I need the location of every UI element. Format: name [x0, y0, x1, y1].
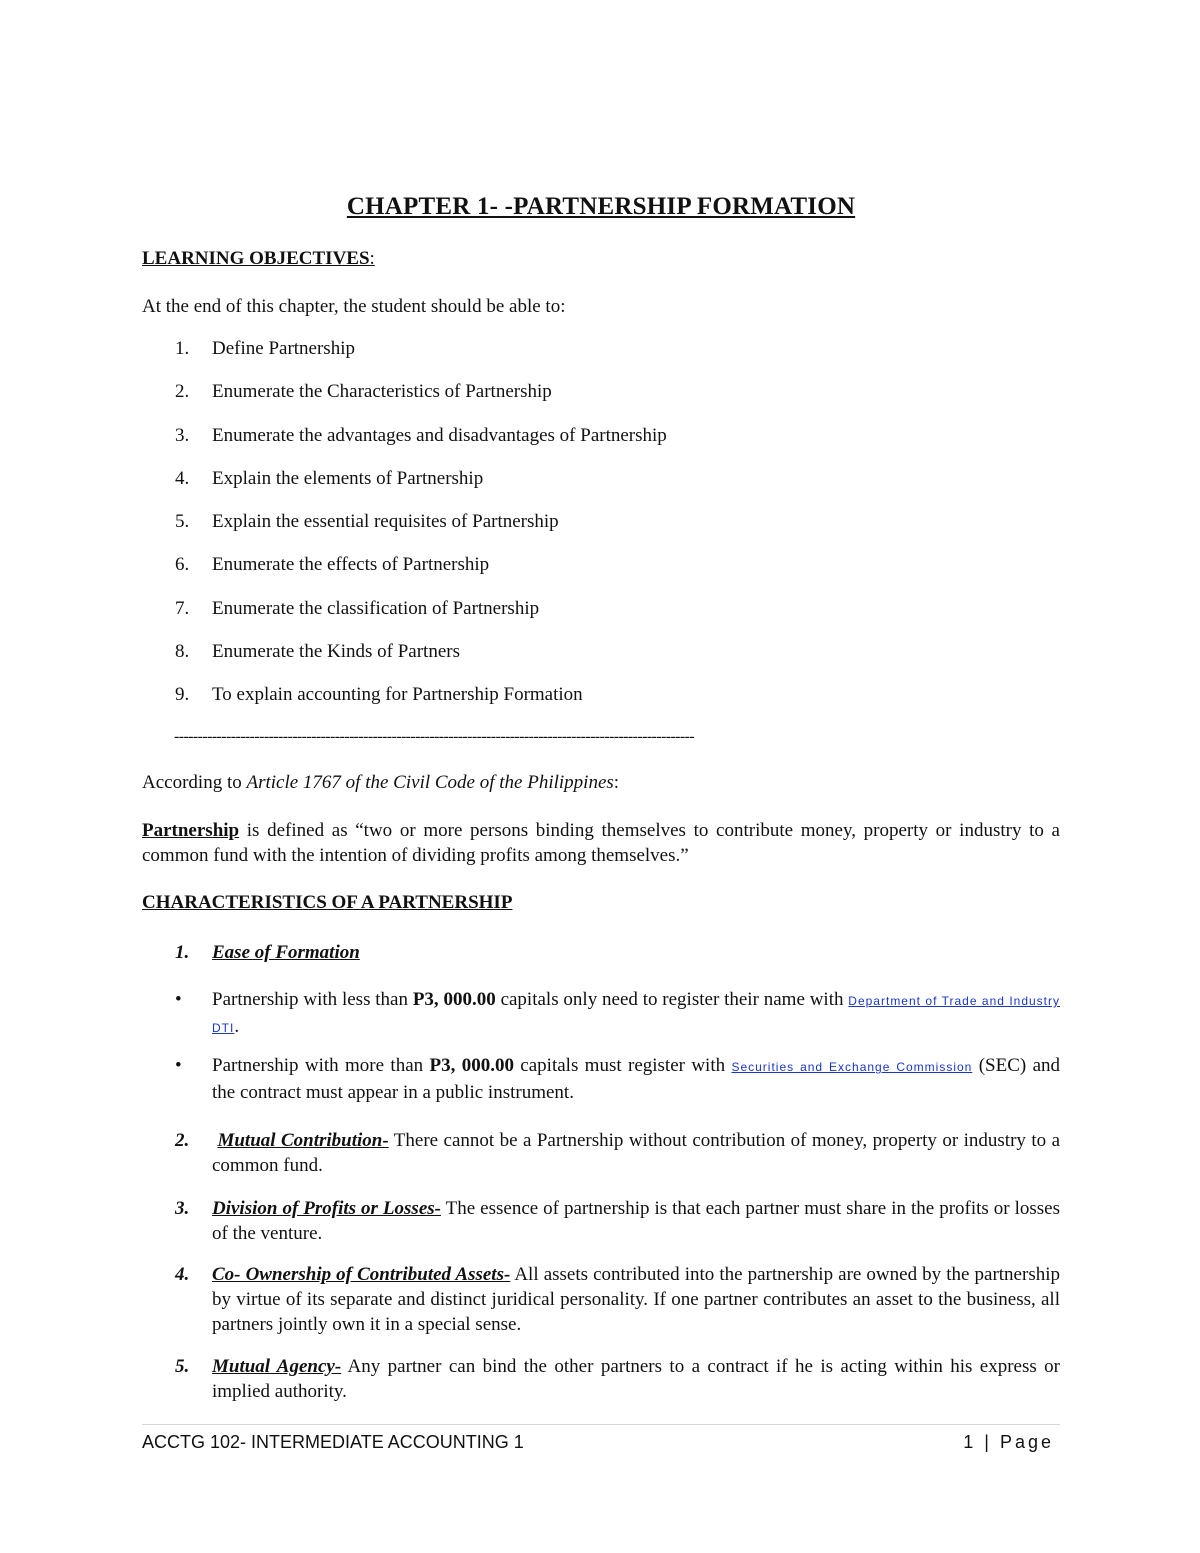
footer-divider — [142, 1424, 1060, 1425]
list-item — [142, 682, 667, 725]
page-title: CHAPTER 1- -PARTNERSHIP FORMATION — [346, 193, 856, 220]
document-page — [142, 0, 1060, 1553]
list-item — [142, 379, 667, 422]
definition-term: Partnership — [142, 820, 240, 841]
page-number: 1 — [963, 1432, 977, 1452]
list-item-number: 2. — [175, 381, 190, 403]
learning-objectives-heading — [142, 248, 375, 270]
characteristic-title: Mutual Agency- — [212, 1356, 342, 1377]
characteristic-text: There cannot be a Partnership without contribution of money, property or industry to a common fund. — [212, 1130, 1061, 1176]
characteristic-item — [142, 1196, 1060, 1246]
objectives-intro: At the end of this chapter, the student should be able to: — [142, 296, 566, 317]
dti-link[interactable]: Department of Trade and Industry DTI — [212, 994, 1061, 1035]
bullet-text-pre: Partnership with less than — [212, 989, 413, 1010]
list-item — [142, 596, 667, 639]
learning-objectives-label: LEARNING OBJECTIVES — [142, 248, 370, 269]
list-item — [142, 509, 667, 552]
list-item — [142, 466, 667, 509]
according-prefix: According to — [142, 772, 247, 793]
characteristic-text: All assets contributed into the partnership are owned by the partnership by virtue of its separate and distinct juridical personality. If one partner contributes an asset to the business, all partners jointly own it in a special sense. — [212, 1264, 1060, 1335]
list-item-text: Enumerate the Characteristics of Partnership — [212, 381, 552, 403]
list-item-number: 4. — [175, 467, 190, 489]
list-item-number: 8. — [175, 641, 190, 663]
sec-link[interactable]: Securities and Exchange Commission — [731, 1060, 973, 1074]
list-item — [142, 552, 667, 595]
bullet-icon: • — [175, 989, 182, 1010]
bullet-text-pre: Partnership with more than — [212, 1055, 430, 1076]
characteristic-title: Division of Profits or Losses- — [212, 1198, 441, 1219]
bullet-text-post: (SEC) and the contract must appear in a public instrument. — [212, 1055, 1060, 1103]
page-separator: | — [976, 1432, 1000, 1452]
bullet-icon: • — [175, 1055, 182, 1076]
bullet-item — [142, 987, 1060, 1041]
bullet-item — [142, 1053, 1060, 1105]
list-item-number: 9. — [175, 684, 190, 706]
characteristic-number: 4. — [175, 1264, 190, 1285]
list-item-text: Enumerate the advantages and disadvantages of Partnership — [212, 424, 667, 446]
footer-page-number — [963, 1432, 1054, 1453]
list-item-text: To explain accounting for Partnership Formation — [212, 684, 583, 706]
partnership-definition — [142, 818, 1060, 868]
bullet-text-post: . — [234, 1016, 240, 1037]
list-item — [142, 336, 667, 379]
list-item-number: 5. — [175, 511, 190, 533]
list-item-text: Define Partnership — [212, 338, 355, 359]
bullet-amount: P3, 000.00 — [429, 1055, 514, 1076]
characteristic-title: Ease of Formation — [212, 942, 360, 963]
list-item-number: 7. — [175, 597, 190, 619]
characteristic-number: 1. — [175, 942, 190, 963]
list-item-text: Explain the elements of Partnership — [212, 467, 484, 489]
according-source: Article 1767 of the Civil Code of the Philippines — [246, 772, 614, 793]
characteristic-text: Any partner can bind the other partners to a contract if he is acting within his express or implied authority. — [212, 1356, 1060, 1402]
bullet-text-mid: capitals only need to register their name with — [495, 989, 849, 1010]
characteristic-text: The essence of partnership is that each partner must share in the profits or losses of the venture. — [212, 1198, 1061, 1244]
characteristic-number: 3. — [175, 1198, 190, 1219]
characteristic-number: 2. — [175, 1130, 190, 1151]
characteristic-number: 5. — [175, 1356, 190, 1377]
characteristics-heading: CHARACTERISTICS OF A PARTNERSHIP — [142, 892, 513, 913]
characteristic-item — [142, 1262, 1060, 1337]
learning-objectives-colon: : — [369, 248, 375, 269]
characteristic-title: Mutual Contribution- — [217, 1130, 389, 1151]
objectives-list — [142, 336, 667, 726]
list-item-text: Enumerate the Kinds of Partners — [212, 641, 460, 663]
list-item — [142, 423, 667, 466]
footer-course: ACCTG 102- INTERMEDIATE ACCOUNTING 1 — [142, 1432, 524, 1452]
list-item-text: Explain the essential requisites of Partnership — [212, 511, 559, 533]
list-item-number: 6. — [175, 554, 190, 576]
list-item-text: Enumerate the effects of Partnership — [212, 554, 490, 576]
characteristic-item — [142, 1354, 1060, 1404]
characteristic-item — [142, 1128, 1060, 1178]
list-item-number: 1. — [175, 338, 190, 359]
according-suffix: : — [613, 772, 620, 793]
list-item-text: Enumerate the classification of Partnership — [212, 597, 540, 619]
bullet-amount: P3, 000.00 — [412, 989, 496, 1010]
bullet-text-mid: capitals must register with — [513, 1055, 732, 1076]
characteristic-item — [142, 940, 1060, 965]
section-divider: -------------------------------------------------------------------------------------------------------------- — [174, 728, 695, 745]
list-item-number: 3. — [175, 424, 190, 446]
page-label: Page — [999, 1432, 1054, 1452]
list-item — [142, 639, 667, 682]
characteristic-title: Co- Ownership of Contributed Assets- — [212, 1264, 511, 1285]
according-line — [142, 772, 619, 794]
definition-text: is defined as “two or more persons binding themselves to contribute money, property or industry to a common fund with the intention of dividing profits among themselves.” — [142, 820, 1060, 866]
